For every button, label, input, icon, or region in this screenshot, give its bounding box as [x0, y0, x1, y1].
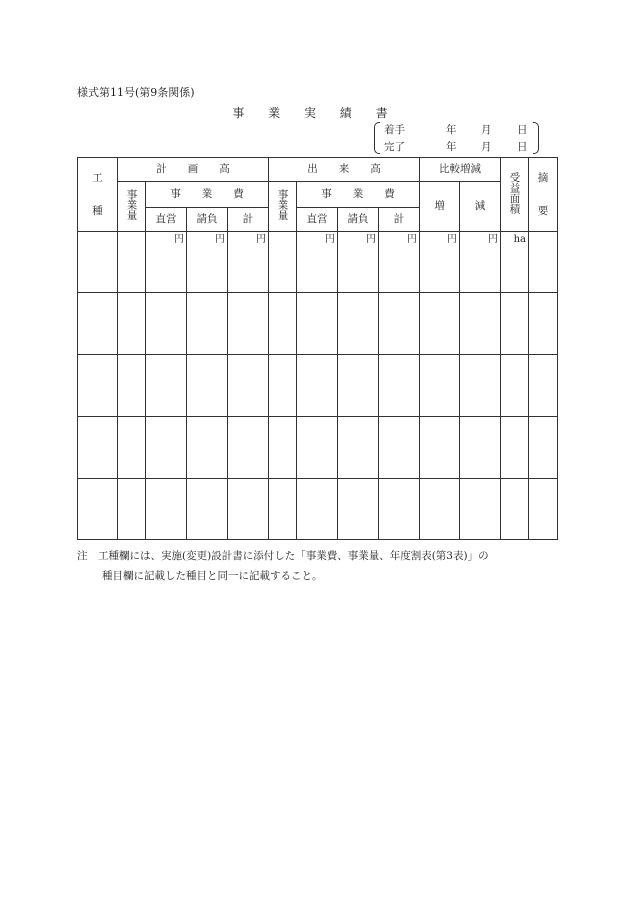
actual-volume-label: 事業量	[276, 189, 289, 221]
increase-cell: 円	[420, 232, 460, 293]
end-month: 月	[481, 141, 492, 153]
increase-header: 増	[420, 182, 460, 232]
actual-volume-cell	[269, 232, 297, 293]
decrease-cell	[460, 417, 501, 479]
remarks-header-bottom: 要	[537, 204, 549, 217]
actual-total-header: 計	[379, 208, 420, 232]
footnote-line-1: 注 工種欄には、実施(変更)設計書に添付した「事業費、事業量、年度割表(第3表)」の	[77, 550, 489, 562]
benefit-area-cell	[501, 479, 529, 540]
table-row	[78, 417, 558, 479]
plan-direct-cell	[146, 479, 187, 540]
right-bracket	[533, 122, 539, 154]
plan-contract-cell	[187, 293, 228, 355]
actual-volume-cell	[269, 417, 297, 479]
end-year: 年	[446, 141, 457, 153]
end-label: 完了	[384, 141, 405, 153]
start-day: 日	[517, 124, 528, 136]
remarks-header	[529, 158, 558, 232]
benefit-area-cell	[501, 355, 529, 417]
kind-header	[78, 158, 118, 232]
decrease-cell	[460, 293, 501, 355]
actual-total-cell	[379, 293, 420, 355]
remarks-cell	[529, 232, 558, 293]
plan-volume-cell	[118, 232, 146, 293]
remarks-header-top: 摘	[537, 172, 549, 185]
table-row	[78, 293, 558, 355]
actual-total-cell: 円	[379, 232, 420, 293]
plan-total-header: 計	[228, 208, 269, 232]
plan-volume-cell	[118, 293, 146, 355]
kind-header-bottom: 種	[92, 204, 103, 217]
plan-total-cell	[228, 355, 269, 417]
actual-contract-header: 請負	[338, 208, 379, 232]
plan-volume-header	[118, 182, 146, 232]
form-number: 様式第11号(第9条関係)	[77, 86, 195, 99]
actual-header: 出 来 高	[269, 158, 420, 182]
kind-cell	[78, 293, 118, 355]
footnote-line-2: 種目欄に記載した種目と同一に記載すること。	[102, 570, 323, 582]
plan-contract-cell	[187, 417, 228, 479]
table-row	[78, 355, 558, 417]
increase-cell	[420, 417, 460, 479]
decrease-cell	[460, 355, 501, 417]
plan-direct-cell	[146, 355, 187, 417]
plan-volume-cell	[118, 479, 146, 540]
table-row	[78, 479, 558, 540]
actual-volume-header	[269, 182, 297, 232]
plan-volume-label: 事業量	[125, 189, 138, 221]
actual-contract-cell	[338, 293, 379, 355]
actual-direct-cell	[297, 417, 338, 479]
plan-volume-cell	[118, 355, 146, 417]
remarks-cell	[529, 479, 558, 540]
performance-table	[77, 157, 558, 540]
plan-total-cell	[228, 293, 269, 355]
actual-direct-cell	[297, 293, 338, 355]
kind-cell	[78, 232, 118, 293]
actual-contract-cell	[338, 479, 379, 540]
plan-direct-cell	[146, 293, 187, 355]
benefit-area-cell	[501, 293, 529, 355]
plan-contract-cell	[187, 479, 228, 540]
actual-volume-cell	[269, 355, 297, 417]
decrease-header: 減	[460, 182, 501, 232]
table-row	[78, 232, 558, 293]
plan-contract-cell: 円	[187, 232, 228, 293]
kind-cell	[78, 355, 118, 417]
benefit-area-cell	[501, 417, 529, 479]
actual-contract-cell	[338, 417, 379, 479]
remarks-cell	[529, 293, 558, 355]
plan-total-cell	[228, 417, 269, 479]
plan-header: 計 画 高	[118, 158, 269, 182]
kind-cell	[78, 479, 118, 540]
start-year: 年	[446, 124, 457, 136]
actual-total-cell	[379, 417, 420, 479]
actual-contract-cell	[338, 355, 379, 417]
actual-direct-header: 直営	[297, 208, 338, 232]
benefit-area-label: 受益面積	[508, 171, 521, 214]
decrease-cell: 円	[460, 232, 501, 293]
remarks-cell	[529, 417, 558, 479]
kind-header-top: 工	[92, 172, 103, 185]
plan-total-cell	[228, 479, 269, 540]
plan-contract-cell	[187, 355, 228, 417]
plan-volume-cell	[118, 417, 146, 479]
end-date-row	[384, 139, 529, 154]
plan-cost-header: 事 業 費	[146, 182, 269, 208]
actual-total-cell	[379, 355, 420, 417]
actual-volume-cell	[269, 479, 297, 540]
compare-header: 比較増減	[420, 158, 501, 182]
actual-volume-cell	[269, 293, 297, 355]
start-label: 着手	[384, 124, 405, 136]
plan-direct-cell: 円	[146, 232, 187, 293]
benefit-area-header	[501, 158, 529, 232]
period-dates	[374, 121, 539, 154]
increase-cell	[420, 355, 460, 417]
actual-contract-cell: 円	[338, 232, 379, 293]
document-title: 事 業 実 績 書	[232, 106, 398, 120]
increase-cell	[420, 479, 460, 540]
actual-direct-cell: 円	[297, 232, 338, 293]
decrease-cell	[460, 479, 501, 540]
kind-cell	[78, 417, 118, 479]
footnote	[77, 546, 567, 586]
actual-cost-header: 事 業 費	[297, 182, 420, 208]
actual-total-cell	[379, 479, 420, 540]
left-bracket	[374, 122, 380, 154]
remarks-cell	[529, 355, 558, 417]
increase-cell	[420, 293, 460, 355]
plan-contract-header: 請負	[187, 208, 228, 232]
end-day: 日	[517, 141, 528, 153]
plan-direct-cell	[146, 417, 187, 479]
actual-direct-cell	[297, 355, 338, 417]
plan-direct-header: 直営	[146, 208, 187, 232]
actual-direct-cell	[297, 479, 338, 540]
start-date-row	[384, 122, 529, 137]
plan-total-cell: 円	[228, 232, 269, 293]
start-month: 月	[481, 124, 492, 136]
benefit-area-cell: ha	[501, 232, 529, 293]
